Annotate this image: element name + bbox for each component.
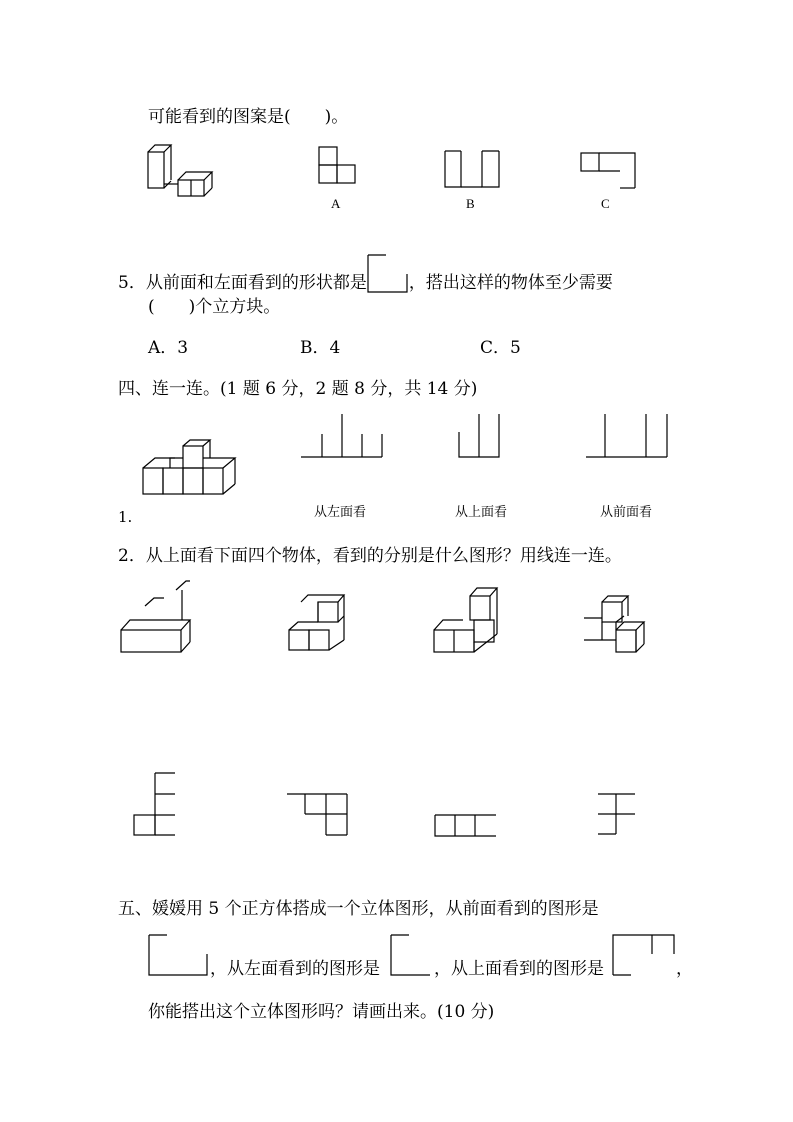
s4q2-question-text: 2．从上面看下面四个物体，看到的分别是什么图形？用线连一连。 — [118, 546, 622, 566]
s4q1-label-front: 从前面看 — [600, 504, 653, 519]
s5-left-view-shape — [390, 934, 434, 978]
q5-option-a: A．3 — [148, 338, 189, 358]
s4q1-view-left-figure — [300, 412, 384, 460]
s4q1-label-top: 从上面看 — [455, 504, 508, 519]
section5-line3: 你能搭出这个立体图形吗？请画出来。(10 分) — [148, 1002, 495, 1022]
s5-front-view-shape — [148, 934, 210, 978]
q4-option-a-label: A — [331, 196, 341, 211]
q5-view-shape — [367, 254, 409, 294]
s4q2-object-1 — [120, 580, 192, 656]
section4-title: 四、连一连。(1 题 6 分，2 题 8 分，共 14 分) — [118, 379, 478, 399]
s4q1-number: 1. — [118, 508, 133, 526]
s4q2-top-view-3 — [434, 814, 500, 840]
q5-suffix: ，搭出这样的物体至少需要 — [408, 273, 613, 293]
q5-line2: ( )个立方块。 — [148, 297, 281, 317]
s5-part-left: ，从左面看到的图形是 — [210, 959, 380, 979]
q4-option-b-label: B — [466, 196, 475, 211]
q5-option-c: C．5 — [480, 338, 521, 358]
q4-option-c-figure — [580, 152, 640, 192]
s4q2-object-3 — [433, 586, 503, 656]
s4q2-top-view-4 — [597, 792, 639, 838]
q4-question-text: 可能看到的图案是( )。 — [148, 107, 349, 127]
s4q1-view-top-figure — [458, 412, 502, 460]
s5-end-comma: ， — [676, 959, 693, 979]
q5-prefix: 5．从前面和左面看到的形状都是 — [118, 273, 367, 293]
section5-line1: 五、媛媛用 5 个正方体搭成一个立体图形，从前面看到的图形是 — [118, 899, 599, 919]
s4q1-view-front-figure — [585, 412, 669, 460]
s4q1-solid-figure — [142, 444, 242, 498]
q4-option-b-figure — [444, 150, 502, 190]
s4q2-top-view-2 — [286, 792, 350, 838]
q4-option-a-figure — [318, 146, 358, 186]
s4q2-object-4 — [580, 592, 656, 656]
q5-option-b: B．4 — [300, 338, 341, 358]
s4q2-top-view-1 — [133, 772, 179, 838]
s5-top-view-shape — [612, 934, 676, 978]
q5-line1 — [118, 254, 613, 294]
s4q2-object-2 — [288, 594, 350, 656]
s5-part-top: ，从上面看到的图形是 — [434, 959, 604, 979]
q4-option-c-label: C — [601, 196, 610, 211]
s4q1-label-left: 从左面看 — [314, 504, 367, 519]
q4-solid-figure — [140, 140, 220, 202]
